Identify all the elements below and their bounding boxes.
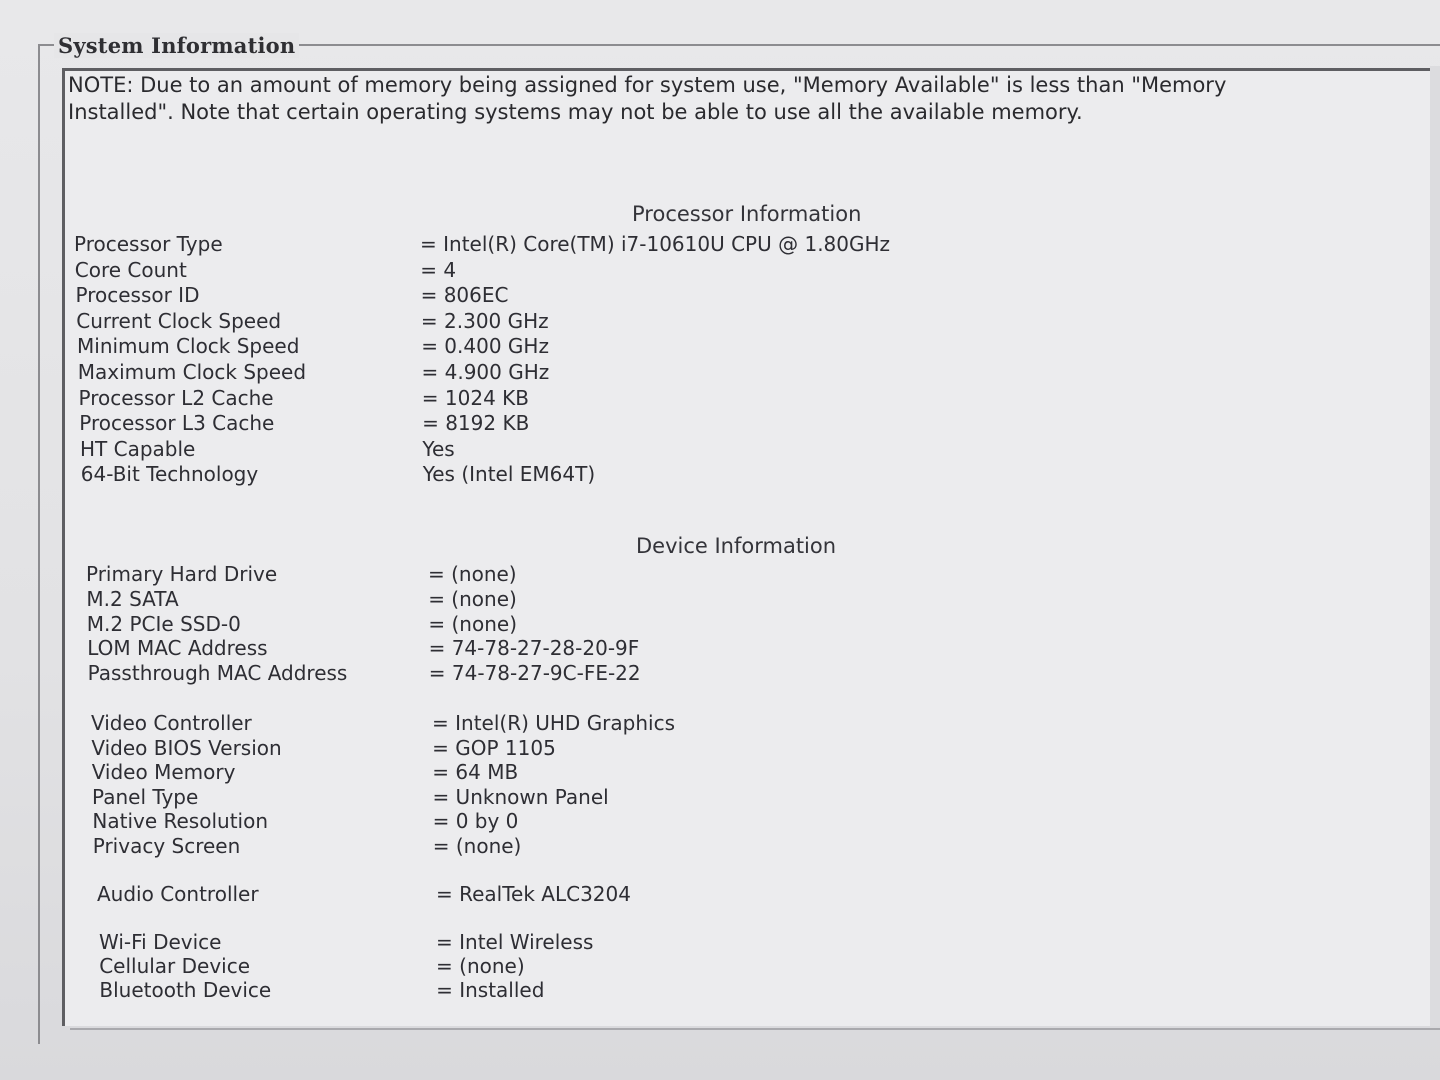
info-label: HT Capable (80, 436, 196, 461)
info-label: Core Count (74, 257, 187, 282)
info-label: Processor Type (74, 232, 223, 256)
info-value: = RealTek ALC3204 (436, 882, 631, 906)
info-label: Video Memory (91, 760, 236, 785)
memory-note: NOTE: Due to an amount of memory being assigned for system use, "Memory Available" is less than "Memory Installed". Note that certain operating systems may not be able to use all the available memory. (68, 73, 1227, 124)
info-value: = 74-78-27-28-20-9F (428, 636, 640, 661)
info-label: LOM MAC Address (87, 636, 268, 661)
info-value: = Installed (436, 978, 545, 1003)
info-value: = (none) (436, 954, 525, 979)
info-label: Video BIOS Version (91, 735, 282, 760)
info-label: Current Clock Speed (76, 308, 282, 333)
panel-bottom-divider (70, 1028, 1440, 1030)
info-label: Wi-Fi Device (99, 930, 222, 954)
info-label: Video Controller (91, 711, 252, 735)
info-label: Maximum Clock Speed (77, 360, 307, 384)
info-value: = Intel Wireless (436, 930, 594, 954)
info-value: = 2.300 GHz (420, 308, 549, 333)
info-label: Processor L3 Cache (79, 411, 275, 436)
info-value: = Intel(R) UHD Graphics (432, 711, 676, 735)
info-value: = (none) (428, 586, 517, 611)
info-label: Privacy Screen (92, 834, 241, 858)
info-label: M.2 PCIe SSD-0 (86, 611, 241, 636)
info-label: Primary Hard Drive (86, 562, 278, 586)
info-value: = (none) (428, 562, 517, 586)
info-value: = 1024 KB (421, 385, 530, 410)
info-label: Passthrough MAC Address (87, 661, 348, 686)
processor-section-title: Processor Information (632, 202, 862, 226)
device-section-title: Device Information (636, 534, 837, 558)
info-label: Processor ID (75, 283, 200, 308)
info-value: = 8192 KB (422, 411, 530, 436)
info-value: = 0 by 0 (432, 809, 519, 834)
info-value: = Unknown Panel (432, 784, 609, 809)
info-value: = 64 MB (432, 760, 519, 785)
info-value: Yes (422, 436, 455, 461)
info-label: M.2 SATA (86, 586, 179, 611)
info-value: = 0.400 GHz (421, 334, 549, 359)
info-label: 64-Bit Technology (80, 462, 259, 487)
info-label: Minimum Clock Speed (77, 334, 300, 359)
info-label: Panel Type (92, 784, 199, 809)
info-value: = 806EC (420, 283, 509, 308)
info-value: = 74-78-27-9C-FE-22 (428, 661, 641, 686)
info-value: = 4.900 GHz (421, 360, 550, 384)
info-label: Cellular Device (99, 954, 251, 979)
info-value: = 4 (420, 257, 457, 282)
panel-right-edge (1430, 66, 1440, 1026)
info-value: = Intel(R) Core(TM) i7-10610U CPU @ 1.80GHz (420, 232, 891, 256)
info-value: = GOP 1105 (432, 735, 556, 760)
info-label: Native Resolution (92, 809, 269, 834)
groupbox-title: System Information (54, 33, 299, 58)
info-value: = (none) (428, 611, 518, 636)
info-label: Bluetooth Device (99, 978, 272, 1003)
info-value: Yes (Intel EM64T) (422, 462, 596, 487)
info-value: = (none) (432, 834, 522, 858)
info-label: Audio Controller (97, 882, 259, 906)
info-label: Processor L2 Cache (78, 385, 274, 410)
